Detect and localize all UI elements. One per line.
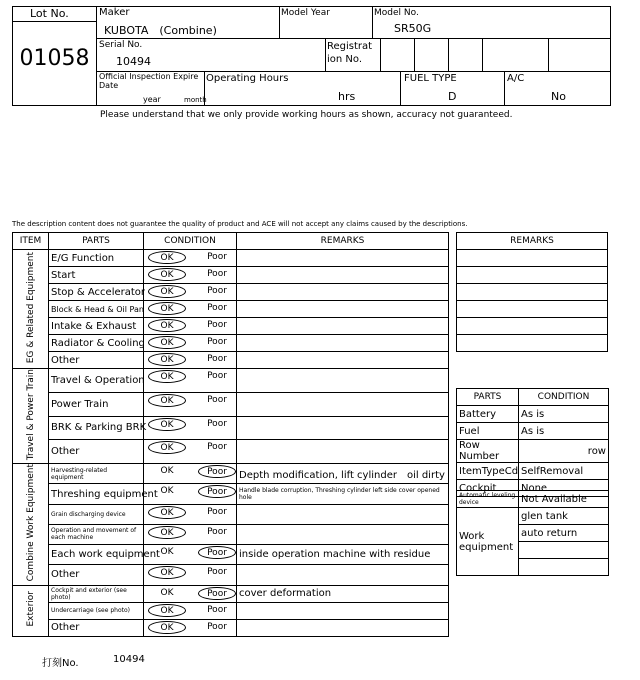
remark-cell (237, 619, 449, 636)
condition-header: CONDITION (144, 233, 237, 250)
ok-option: OK (148, 394, 186, 407)
condition-cell (144, 440, 237, 464)
category-cell (13, 250, 49, 369)
poor-option: Poor (207, 604, 227, 615)
condition-row (13, 464, 449, 484)
poor-option: Poor (207, 286, 227, 296)
side-parts-row (457, 440, 609, 463)
condition-cell (144, 250, 237, 267)
condition-cell (144, 284, 237, 301)
poor-option: Poor (207, 567, 227, 578)
side-parts-row (457, 423, 609, 440)
remark-cell: Depth modification, lift cylinder oil dirty (237, 464, 449, 484)
remark-cell (237, 416, 449, 440)
disclaimer-text: The description content does not guarantee the quality of product and ACE will not accept any claims caused by the descriptions. (12, 220, 468, 228)
stamp-value: 10494 (113, 654, 145, 665)
condition-cell (144, 504, 237, 524)
poor-option: Poor (207, 269, 227, 279)
ok-option: OK (148, 319, 186, 332)
side-condition-header: CONDITION (519, 389, 609, 406)
auto-leveling-label: Automatic leveling device (457, 491, 519, 508)
condition-cell (144, 369, 237, 393)
poor-option: Poor (207, 371, 227, 381)
poor-option: Poor (207, 320, 227, 330)
part-name: Undercarriage (see photo) (49, 602, 144, 619)
model-year-divider (372, 6, 373, 38)
right-remarks-row (457, 318, 608, 335)
poor-option: Poor (207, 303, 227, 313)
condition-row (13, 440, 449, 464)
side-part-condition: As is (519, 423, 609, 440)
condition-row (13, 524, 449, 544)
registration-label: Registrat ion No. (327, 41, 373, 65)
notice-text: Please understand that we only provide working hours as shown, accuracy not guaranteed. (100, 110, 513, 120)
header-block (12, 6, 611, 106)
model-no-value: SR50G (394, 22, 432, 35)
poor-option: Poor (207, 506, 227, 517)
ac-value: No (551, 90, 566, 103)
part-name: Radiator & Cooling (49, 335, 144, 352)
ok-option: OK (148, 353, 186, 366)
right-remarks-header: REMARKS (457, 233, 608, 250)
condition-table (12, 232, 449, 637)
side-parts-row (457, 463, 609, 480)
work-equipment-value (519, 559, 609, 576)
condition-cell (144, 602, 237, 619)
ok-option: OK (148, 251, 186, 264)
category-label: Travel & Power Train (25, 369, 36, 461)
poor-option: Poor (198, 587, 236, 600)
remark-cell (237, 602, 449, 619)
condition-row (13, 250, 449, 267)
condition-cell (144, 392, 237, 416)
inspection-label: Official Inspection Expire Date (99, 72, 199, 90)
condition-row (13, 318, 449, 335)
poor-option: Poor (207, 621, 227, 632)
condition-row (13, 267, 449, 284)
part-name: Harvesting-related equipment (49, 464, 144, 484)
condition-row (13, 392, 449, 416)
poor-option: Poor (198, 485, 236, 498)
ok-option: OK (148, 604, 186, 617)
work-equipment-table (456, 490, 609, 576)
part-name: Threshing equipment (49, 484, 144, 504)
condition-cell (144, 545, 237, 565)
ok-option: OK (148, 506, 186, 519)
work-equipment-label: Work equipment (457, 508, 519, 576)
part-name: Power Train (49, 392, 144, 416)
side-parts-table (456, 388, 609, 497)
remark-cell (237, 335, 449, 352)
work-equipment-value (519, 542, 609, 559)
condition-cell (144, 352, 237, 369)
remark-cell: inside operation machine with residue (237, 545, 449, 565)
remark-cell (237, 318, 449, 335)
condition-cell (144, 524, 237, 544)
lot-label: Lot No. (30, 7, 69, 20)
part-name: Stop & Accelerator (49, 284, 144, 301)
condition-row (13, 301, 449, 318)
right-remarks-row (457, 267, 608, 284)
ok-option: OK (160, 486, 174, 497)
poor-option: Poor (198, 465, 236, 478)
remark-cell (237, 250, 449, 267)
part-name: Intake & Exhaust (49, 318, 144, 335)
condition-row (13, 369, 449, 393)
reg-divider-4 (482, 38, 483, 71)
poor-option: Poor (207, 526, 227, 537)
part-name: Other (49, 619, 144, 636)
lot-value: 01058 (19, 46, 90, 71)
part-name: Other (49, 440, 144, 464)
model-year-label: Model Year (281, 8, 330, 18)
side-part-condition: SelfRemoval (519, 463, 609, 480)
part-name: E/G Function (49, 250, 144, 267)
category-cell (13, 369, 49, 464)
condition-cell (144, 585, 237, 602)
serial-value: 10494 (116, 55, 151, 68)
maker-value: KUBOTA (Combine) (104, 24, 217, 37)
auto-leveling-value: Not Available (519, 491, 609, 508)
side-part-name: Row Number (457, 440, 519, 463)
part-name: Cockpit and exterior (see photo) (49, 585, 144, 602)
category-label: Exterior (25, 591, 36, 627)
ok-option: OK (148, 336, 186, 349)
side-parts-header: PARTS (457, 389, 519, 406)
poor-option: Poor (198, 546, 236, 559)
ok-option: OK (148, 621, 186, 634)
condition-cell (144, 484, 237, 504)
side-part-condition: None (519, 480, 609, 497)
remarks-header: REMARKS (237, 233, 449, 250)
poor-option: Poor (207, 252, 227, 262)
category-cell (13, 464, 49, 585)
category-label: EG & Related Equipment (25, 251, 36, 364)
right-remarks-row (457, 284, 608, 301)
condition-table-header (13, 233, 449, 250)
condition-cell (144, 301, 237, 318)
model-no-label: Model No. (374, 8, 419, 18)
condition-cell (144, 619, 237, 636)
condition-row (13, 416, 449, 440)
side-part-name: Battery (457, 406, 519, 423)
reg-divider-5 (548, 38, 549, 71)
category-label: Combine Work Equipment (25, 464, 36, 582)
ok-option: OK (148, 302, 186, 315)
condition-cell (144, 565, 237, 585)
part-name: Operation and movement of each machine (49, 524, 144, 544)
ok-option: OK (160, 587, 174, 598)
hours-divider (400, 71, 401, 106)
remark-cell (237, 524, 449, 544)
side-part-condition: row (519, 440, 609, 463)
work-equipment-value: auto return (519, 525, 609, 542)
header-row-line-1 (97, 38, 611, 39)
remark-cell: cover deformation (237, 585, 449, 602)
remark-cell (237, 301, 449, 318)
part-name: Other (49, 565, 144, 585)
part-name: Each work equipment (49, 545, 144, 565)
poor-option: Poor (207, 418, 227, 429)
condition-cell (144, 464, 237, 484)
hours-label: Operating Hours (206, 73, 289, 84)
condition-cell (144, 267, 237, 284)
year-label: year (143, 95, 161, 104)
part-name: Other (49, 352, 144, 369)
part-name: Grain discharging device (49, 504, 144, 524)
serial-label: Serial No. (99, 40, 143, 50)
reg-divider-2 (414, 38, 415, 71)
fuel-label: FUEL TYPE (404, 73, 457, 84)
remark-cell (237, 565, 449, 585)
ok-option: OK (148, 566, 186, 579)
reg-divider-1 (380, 38, 381, 71)
stamp-label: 打刻No. (42, 658, 79, 669)
ok-option: OK (160, 547, 174, 558)
right-remarks-row (457, 250, 608, 267)
ok-option: OK (148, 418, 186, 431)
side-part-name: Fuel (457, 423, 519, 440)
side-parts-row (457, 406, 609, 423)
part-name: Block & Head & Oil Pan (49, 301, 144, 318)
parts-header: PARTS (49, 233, 144, 250)
side-part-condition: As is (519, 406, 609, 423)
condition-row (13, 504, 449, 524)
right-remarks-row (457, 335, 608, 352)
poor-option: Poor (207, 337, 227, 347)
remark-cell (237, 267, 449, 284)
hours-unit: hrs (338, 90, 356, 103)
side-part-name: ItemTypeCd (457, 463, 519, 480)
ok-option: OK (148, 526, 186, 539)
condition-row (13, 335, 449, 352)
poor-option: Poor (207, 354, 227, 364)
remark-cell (237, 392, 449, 416)
ok-option: OK (148, 268, 186, 281)
remark-cell: Handle blade corruption, Threshing cylinder left side cover opened hole (237, 484, 449, 504)
maker-divider (279, 6, 280, 38)
category-cell (13, 585, 49, 636)
condition-row (13, 352, 449, 369)
remark-cell (237, 504, 449, 524)
remark-cell (237, 352, 449, 369)
ok-option: OK (148, 441, 186, 454)
condition-cell (144, 416, 237, 440)
condition-cell (144, 335, 237, 352)
poor-option: Poor (207, 394, 227, 405)
condition-row (13, 585, 449, 602)
condition-row (13, 602, 449, 619)
remark-cell (237, 440, 449, 464)
ac-label: A/C (507, 73, 525, 84)
work-equipment-value: glen tank (519, 508, 609, 525)
ok-option: OK (160, 466, 174, 477)
month-label: month (184, 96, 207, 104)
maker-label: Maker (99, 7, 130, 18)
part-name: BRK & Parking BRK (49, 416, 144, 440)
serial-divider (325, 38, 326, 71)
side-part-name: Cockpit (457, 480, 519, 497)
right-remarks-row (457, 301, 608, 318)
condition-row (13, 284, 449, 301)
fuel-value: D (448, 90, 457, 103)
condition-row (13, 565, 449, 585)
reg-divider-3 (448, 38, 449, 71)
remark-cell (237, 369, 449, 393)
part-name: Travel & Operation (49, 369, 144, 393)
item-header: ITEM (13, 233, 49, 250)
fuel-divider (504, 71, 505, 106)
condition-row (13, 545, 449, 565)
condition-row (13, 619, 449, 636)
ok-option: OK (148, 285, 186, 298)
right-remarks-table (456, 232, 608, 352)
poor-option: Poor (207, 442, 227, 453)
condition-row (13, 484, 449, 504)
remark-cell (237, 284, 449, 301)
part-name: Start (49, 267, 144, 284)
ok-option: OK (148, 370, 186, 383)
condition-cell (144, 318, 237, 335)
